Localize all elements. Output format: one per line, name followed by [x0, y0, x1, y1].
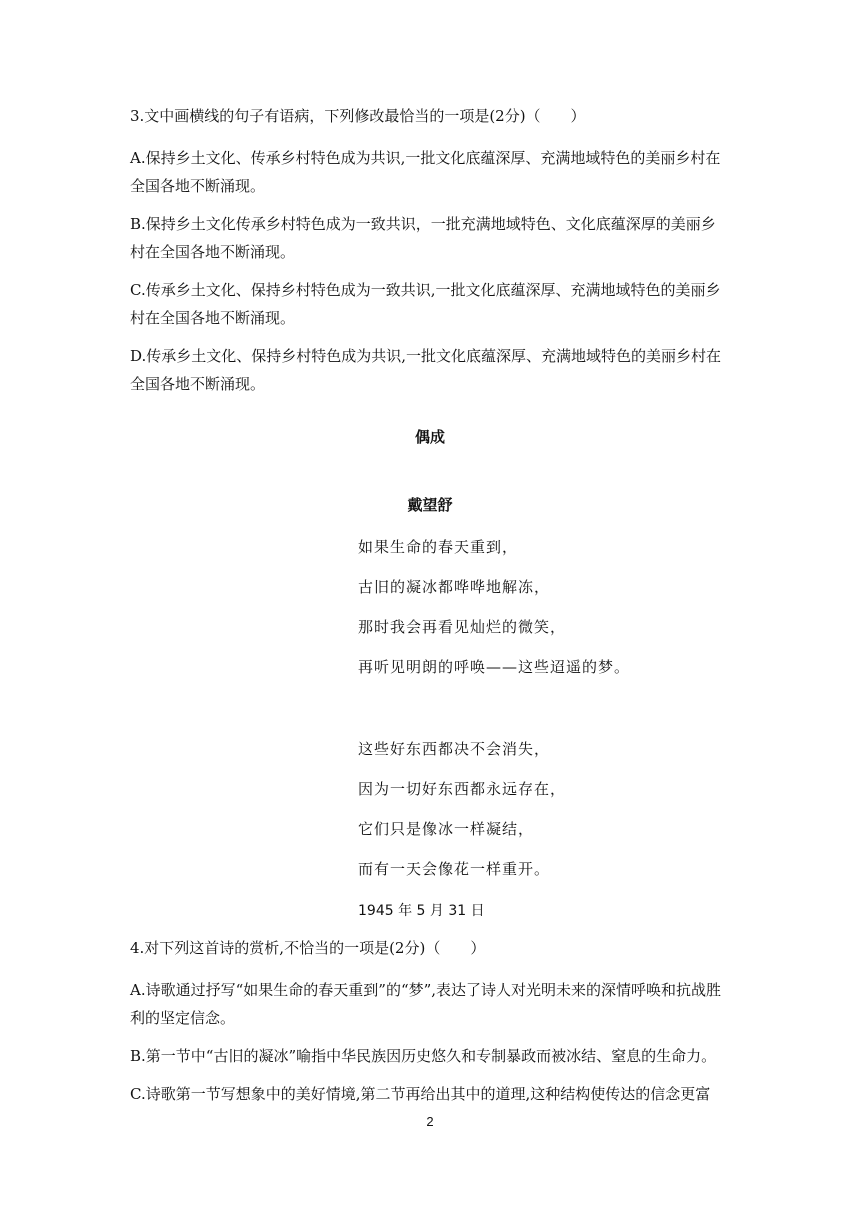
poem-line: 古旧的凝冰都哗哗地解冻， — [358, 578, 551, 596]
poem-line: 那时我会再看见灿烂的微笑， — [358, 618, 567, 636]
poem-title: 偶成 — [414, 428, 445, 446]
poem-line: 它们只是像冰一样凝结， — [358, 820, 535, 838]
question-4-option-b: B.第一节中“古旧的凝冰”喻指中华民族因历史悠久和专制暴政而被冰结、窒息的生命力。 — [130, 1047, 717, 1065]
question-3-option-b: B.保持乡土文化传承乡村特色成为一致共识，一批充满地域特色、文化底蕴深厚的美丽乡村在全国各地不断涌现。 — [130, 215, 716, 261]
poem-line: 而有一天会像花一样重开。 — [358, 860, 551, 878]
poem-line: 再听见明朗的呼唤——这些迢遥的梦。 — [358, 658, 631, 676]
page-number: 2 — [426, 1114, 434, 1129]
poem-line: 因为一切好东西都永远存在， — [358, 780, 567, 798]
question-4-stem: 4.对下列这首诗的赏析,不恰当的一项是(2分)（ ） — [130, 939, 486, 957]
question-3-stem: 3.文中画横线的句子有语病，下列修改最恰当的一项是(2分)（ ） — [130, 107, 586, 125]
question-3-option-c: C.传承乡土文化、保持乡村特色成为一致共识,一批文化底蕴深厚、充满地域特色的美丽乡村在全国各地不断涌现。 — [130, 281, 721, 327]
poem-date: 1945 年 5 月 31 日 — [358, 903, 485, 919]
question-3-option-d: D.传承乡土文化、保持乡村特色成为共识,一批文化底蕴深厚、充满地域特色的美丽乡村在全国各地不断涌现。 — [130, 347, 722, 393]
poem-author: 戴望舒 — [407, 496, 453, 514]
poem-line: 如果生命的春天重到， — [358, 538, 519, 556]
question-3-option-a: A.保持乡土文化、传承乡村特色成为共识,一批文化底蕴深厚、充满地域特色的美丽乡村在全国各地不断涌现。 — [130, 149, 721, 195]
question-4-option-a: A.诗歌通过抒写“如果生命的春天重到”的“梦”,表达了诗人对光明未来的深情呼唤和抗战胜利的坚定信念。 — [130, 981, 722, 1027]
poem-line: 这些好东西都决不会消失， — [358, 740, 551, 758]
question-4-option-c: C.诗歌第一节写想象中的美好情境,第二节再给出其中的道理,这种结构使传达的信念更富 — [130, 1085, 711, 1103]
